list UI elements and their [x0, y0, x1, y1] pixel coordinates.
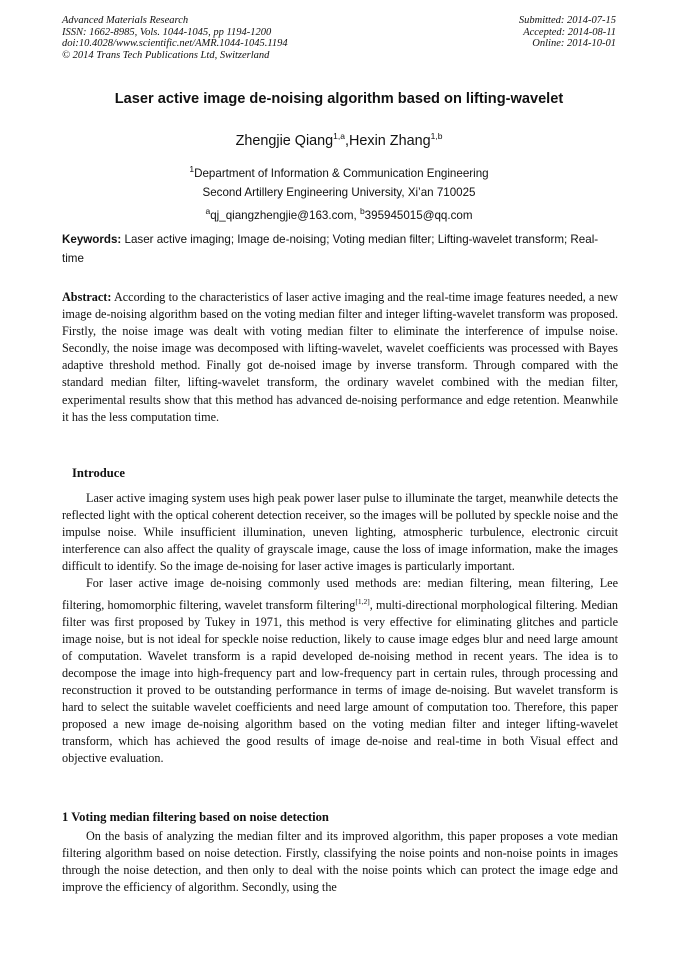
email-b: 395945015@qq.com	[364, 208, 473, 222]
issn-line: ISSN: 1662-8985, Vols. 1044-1045, pp 1194-1200	[62, 26, 272, 38]
submission-dates	[519, 15, 616, 50]
copyright-line: © 2014 Trans Tech Publications Ltd, Switzerland	[62, 49, 270, 61]
keywords	[62, 230, 618, 268]
keywords-label: Keywords:	[62, 233, 122, 246]
abstract-label: Abstract:	[62, 290, 112, 304]
section-heading-voting-median: 1 Voting median filtering based on noise detection	[62, 810, 329, 824]
paper-title: Laser active image de-noising algorithm based on lifting-wavelet	[114, 91, 564, 107]
author-emails	[0, 202, 678, 225]
author-name: Hexin Zhang	[349, 132, 431, 149]
doi-line: doi:10.4028/www.scientific.net/AMR.1044-1045.1194	[62, 38, 288, 50]
affiliation-marker: 1	[189, 164, 195, 174]
abstract	[62, 289, 618, 426]
email-marker: b	[359, 205, 365, 216]
affiliation-block	[0, 160, 678, 225]
author-separator: ,	[345, 132, 349, 149]
paragraph: On the basis of analyzing the median filter and its improved algorithm, this paper proposes a vote median filtering algorithm based on noise detection. Firstly, classifying the noise points and non-noise points in images through the noise detection, and then only to deal with the noise points which can protect the image edge and improve the efficiency of algorithm. Secondly, using the	[62, 829, 618, 895]
author-affiliation-marker: 1,b	[430, 131, 443, 141]
email-a: qj_qiangzhengjie@163.com,	[210, 208, 360, 222]
journal-info	[62, 15, 288, 61]
abstract-text: According to the characteristics of laser active imaging and the real-time image features needed, a new image de-noising algorithm based on the voting median filter and integer lifting-wavelet transform was proposed. Firstly, the noise image was dealt with voting median filter to eliminate the interference of impulse noise. Secondly, the noise image was decomposed with lifting-wavelet, wavelet coefficients was processed with Bayes adaptive threshold method. Finally got de-noised image by inverse transform. Through compared with the standard median filter, lifting-wavelet transform, the ordinary wavelet combined with the median filter, experimental results show that this method has advanced de-noising performance and edge retention. Meanwhile it has the less computation time.	[62, 290, 618, 424]
section-1-body	[62, 828, 618, 896]
author-list	[0, 131, 678, 149]
journal-name: Advanced Materials Research	[62, 15, 189, 26]
section-heading-introduce: Introduce	[72, 466, 125, 480]
introduction-body	[62, 490, 618, 768]
submitted-date: Submitted: 2014-07-15	[518, 15, 616, 26]
email-marker: a	[205, 205, 211, 216]
online-date: Online: 2014-10-01	[532, 38, 616, 50]
keywords-text: Laser active imaging; Image de-noising; Voting median filter; Lifting-wavelet transform; Real-time	[62, 233, 599, 265]
author-name: Zhengjie Qiang	[235, 132, 334, 149]
citation: [1,2]	[355, 596, 370, 606]
affiliation-university: Second Artillery Engineering University, Xi’an 710025	[202, 185, 476, 199]
author-affiliation-marker: 1,a	[333, 131, 345, 141]
affiliation-department: $^1$Department of Information & Communication Engineering	[189, 164, 489, 180]
paragraph: For laser active image de-noising commonly used methods are: median filtering, mean filtering, Lee filtering, homomorphic filtering, wavelet transform filtering[1,2], multi-directional morphological filtering. Median filter was first proposed by Tukey in 1971, this method is very effective for eliminating glitches and particle image noise, but is not ideal for speckle noise reduction, likely to cause image edges blur and need large amount of computation. Wavelet transform is a rapid developed de-noising method in recent years. The idea is to decompose the image into high-frequency part and low-frequency part in certain rules, through processing and reconstruction it proved to be outstanding performance in terms of image de-noising. But wavelet transform is hard to select the suitable wavelet coefficients and need large amount of computation too. Therefore, this paper proposed a new image de-noising algorithm based on the voting median filter and integer lifting-wavelet transform, which has achieved the good results of image de-noise and real-time in both Visual effect and objective evaluation.	[62, 576, 618, 766]
paragraph: Laser active imaging system uses high peak power laser pulse to illuminate the target, meanwhile detects the reflected light with the optical coherent detection receiver, so the images will be polluted by speckle noise and the impulse noise. While insufficient illumination, uneven lighting, atmospheric turbulence, electronic circuit interference can also affect the quality of grayscale image, cause the loss of image information, make the images difficult to identify. So the image de-noising for laser active images is particularly important.	[62, 491, 618, 574]
accepted-date: Accepted: 2014-08-11	[523, 26, 616, 38]
